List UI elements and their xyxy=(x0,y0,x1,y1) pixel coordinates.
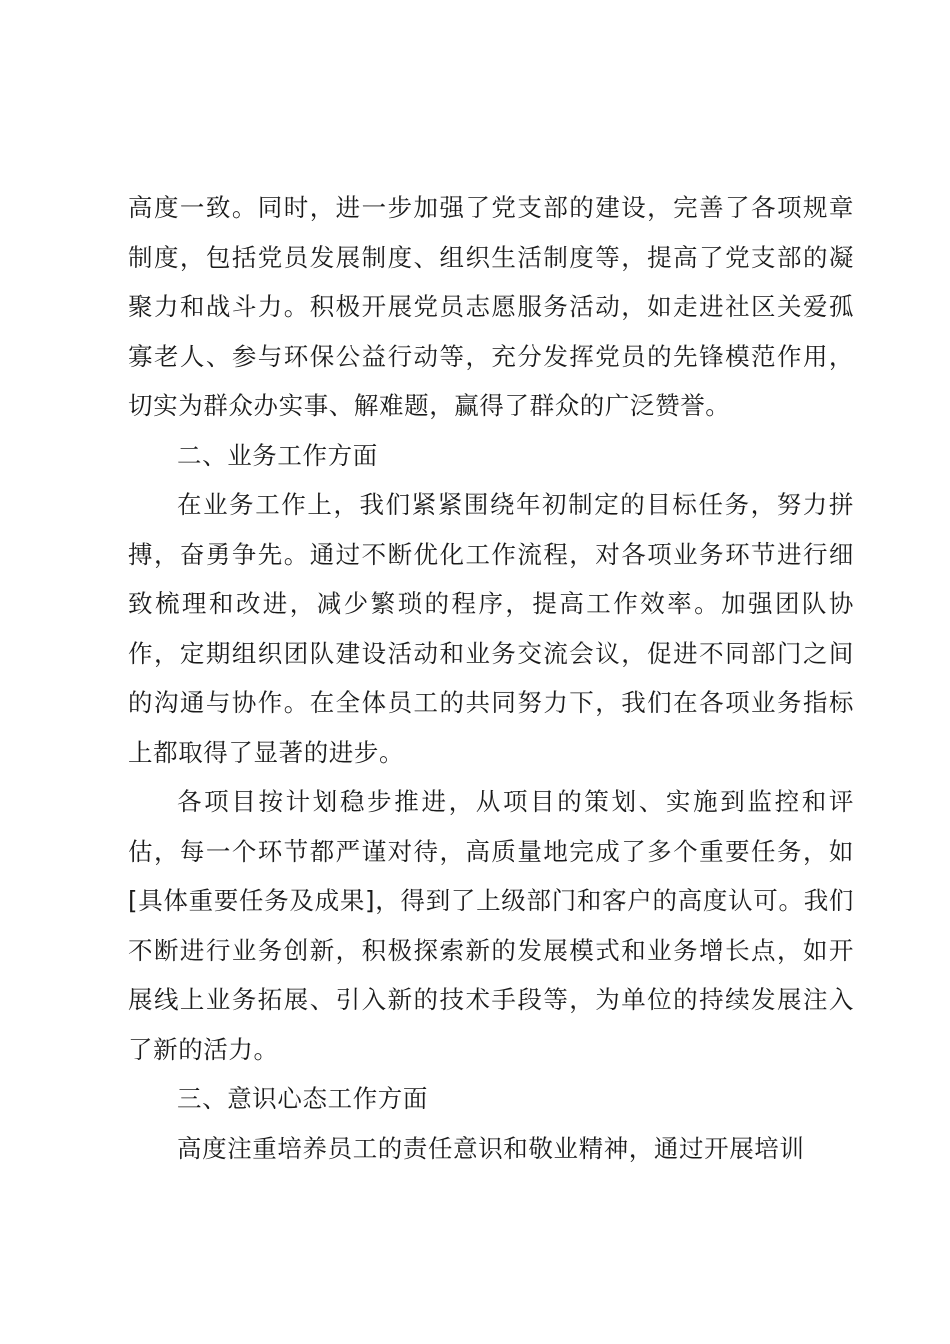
paragraph-continuation: 高度一致。同时，进一步加强了党支部的建设，完善了各项规章制度，包括党员发展制度、组织生活制度等，提高了党支部的凝聚力和战斗力。积极开展党员志愿服务活动，如走进社区关爱孤寡老人、参与环保公益行动等，充分发挥党员的先锋模范作用，切实为群众办实事、解难题，赢得了群众的广泛赞誉。 xyxy=(128,193,854,420)
paragraph-business-work: 在业务工作上，我们紧紧围绕年初制定的目标任务，努力拼搏，奋勇争先。通过不断优化工作流程，对各项业务环节进行细致梳理和改进，减少繁琐的程序，提高工作效率。加强团队协作，定期组织团队建设活动和业务交流会议，促进不同部门之间的沟通与协作。在全体员工的共同努力下，我们在各项业务指标上都取得了显著的进步。 xyxy=(128,490,854,767)
paragraph-mindset-work: 高度注重培养员工的责任意识和敬业精神，通过开展培训 xyxy=(177,1133,805,1163)
section-heading-mindset: 三、意识心态工作方面 xyxy=(177,1084,428,1113)
section-heading-business: 二、业务工作方面 xyxy=(177,440,378,470)
document-body xyxy=(128,183,854,1173)
paragraph-projects: 各项目按计划稳步推进，从项目的策划、实施到监控和评估，每一个环节都严谨对待，高质量地完成了多个重要任务，如[具体重要任务及成果]，得到了上级部门和客户的高度认可。我们不断进行业务创新，积极探索新的发展模式和业务增长点，如开展线上业务拓展、引入新的技术手段等，为单位的持续发展注入了新的活力。 xyxy=(128,787,854,1064)
